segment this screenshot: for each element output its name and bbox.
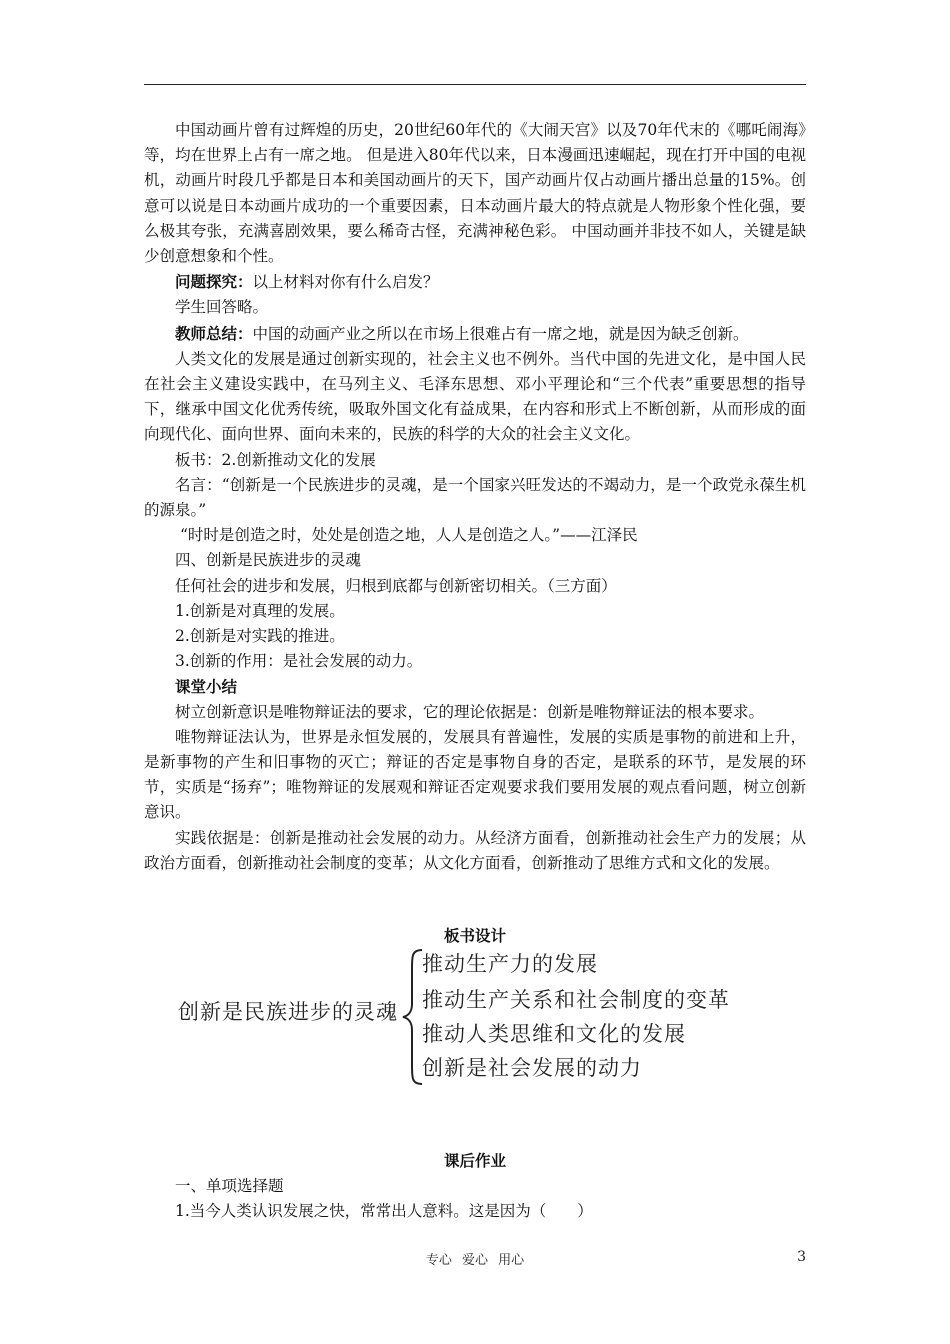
page-number: 3 [797, 1249, 806, 1265]
board-title: 板书设计 [443, 926, 506, 945]
paragraph-text: 中国的动画产业之所以在市场上很难占有一席之地，就是因为缺乏创新。 [252, 324, 749, 343]
homework-question: 1.当今人类认识发展之快，常常出人意料。这是因为（ ） [175, 1202, 593, 1221]
paragraph: 四、创新是民族进步的灵魂 [175, 551, 362, 570]
board-branch: 推动生产关系和社会制度的变革 [422, 988, 730, 1012]
paragraph: “时时是创造之时，处处是创造之地，人人是创造之人。”——江泽民 [180, 526, 638, 545]
homework-title: 课后作业 [443, 1151, 506, 1170]
paragraph-label: 问题探究： [175, 272, 253, 292]
paragraph: 1.创新是对真理的发展。 [175, 601, 345, 620]
paragraph: 2.创新是对实践的推进。 [175, 627, 345, 646]
paragraph [144, 321, 806, 347]
section-heading: 课堂小结 [175, 677, 238, 697]
board-branch: 创新是社会发展的动力 [422, 1056, 642, 1080]
footer-motto: 专心 爱心 用心 [425, 1253, 525, 1268]
paragraph: 板书：2.创新推动文化的发展 [175, 450, 376, 469]
paragraph-text: 以上材料对你有什么启发？ [252, 273, 439, 292]
page-footer [144, 1249, 806, 1268]
paragraph: 树立创新意识是唯物辩证法的要求，它的理论依据是：创新是唯物辩证法的根本要求。 [175, 702, 765, 721]
homework [144, 1174, 806, 1224]
paragraph: 实践依据是：创新是推动社会发展的动力。从经济方面看，创新推动社会生产力的发展；从政治方面看，创新推动社会制度的变革；从文化方面看，创新推动了思维方式和文化的发展。 [144, 828, 806, 872]
paragraph: 名言：“创新是一个民族进步的灵魂，是一个国家兴旺发达的不竭动力，是一个政党永葆生机的源泉。” [144, 475, 806, 520]
paragraph: 唯物辩证法认为，世界是永恒发展的，发展具有普遍性，发展的实质是事物的前进和上升，是新事物的产生和旧事物的灭亡；辩证的否定是事物自身的否定，是联系的环节，是发展的环节，实质是“扬弃”；唯物辩证的发展观和辩证否定观要求我们要用发展的观点看问题，树立创新意识。 [144, 727, 806, 822]
board-root: 创新是民族进步的灵魂 [178, 1000, 398, 1024]
paragraph: 任何社会的进步和发展，归根到底都与创新密切相关。（三方面） [175, 576, 617, 595]
board-branch: 推动人类思维和文化的发展 [422, 1022, 686, 1046]
homework-section: 一、单项选择题 [175, 1177, 284, 1195]
paragraph [144, 269, 806, 295]
paragraph: 人类文化的发展是通过创新实现的，社会主义也不例外。当代中国的先进文化，是中国人民在社会主义建设实践中，在马列主义、毛泽东思想、邓小平理论和“三个代表”重要思想的指导下，继承中国文化优秀传统，吸取外国文化有益成果，在内容和形式上不断创新，从而形成的面向现代化、面向世界、面向未来的，民族的科学的大众的社会主义文化。 [144, 349, 806, 444]
paragraph: 3.创新的作用：是社会发展的动力。 [175, 652, 423, 671]
header-rule [144, 84, 806, 85]
paragraph: 中国动画片曾有过辉煌的历史，20世纪60年代的《大闹天宫》以及70年代末的《哪吒闹海》等，均在世界上占有一席之地。 但是进入80年代以来，日本漫画迅速崛起，现在打开中国的电视机，动画片时段几乎都是日本和美国动画片的天下，国产动画片仅占动画片播出总量的15%。创意可以说是日本动画片成功的一个重要因素，日本动画片最大的特点就是人物形象个性化强，要么极其夸张，充满喜剧效果，要么稀奇古怪，充满神秘色彩。 中国动画并非技不如人，关键是缺少创意想象和个性。 [144, 121, 806, 266]
paragraph-label: 教师总结： [175, 323, 253, 343]
board-diagram [150, 946, 790, 1088]
paragraph: 学生回答略。 [175, 298, 269, 317]
body-text [144, 118, 806, 876]
board-branch: 推动生产力的发展 [422, 952, 598, 976]
